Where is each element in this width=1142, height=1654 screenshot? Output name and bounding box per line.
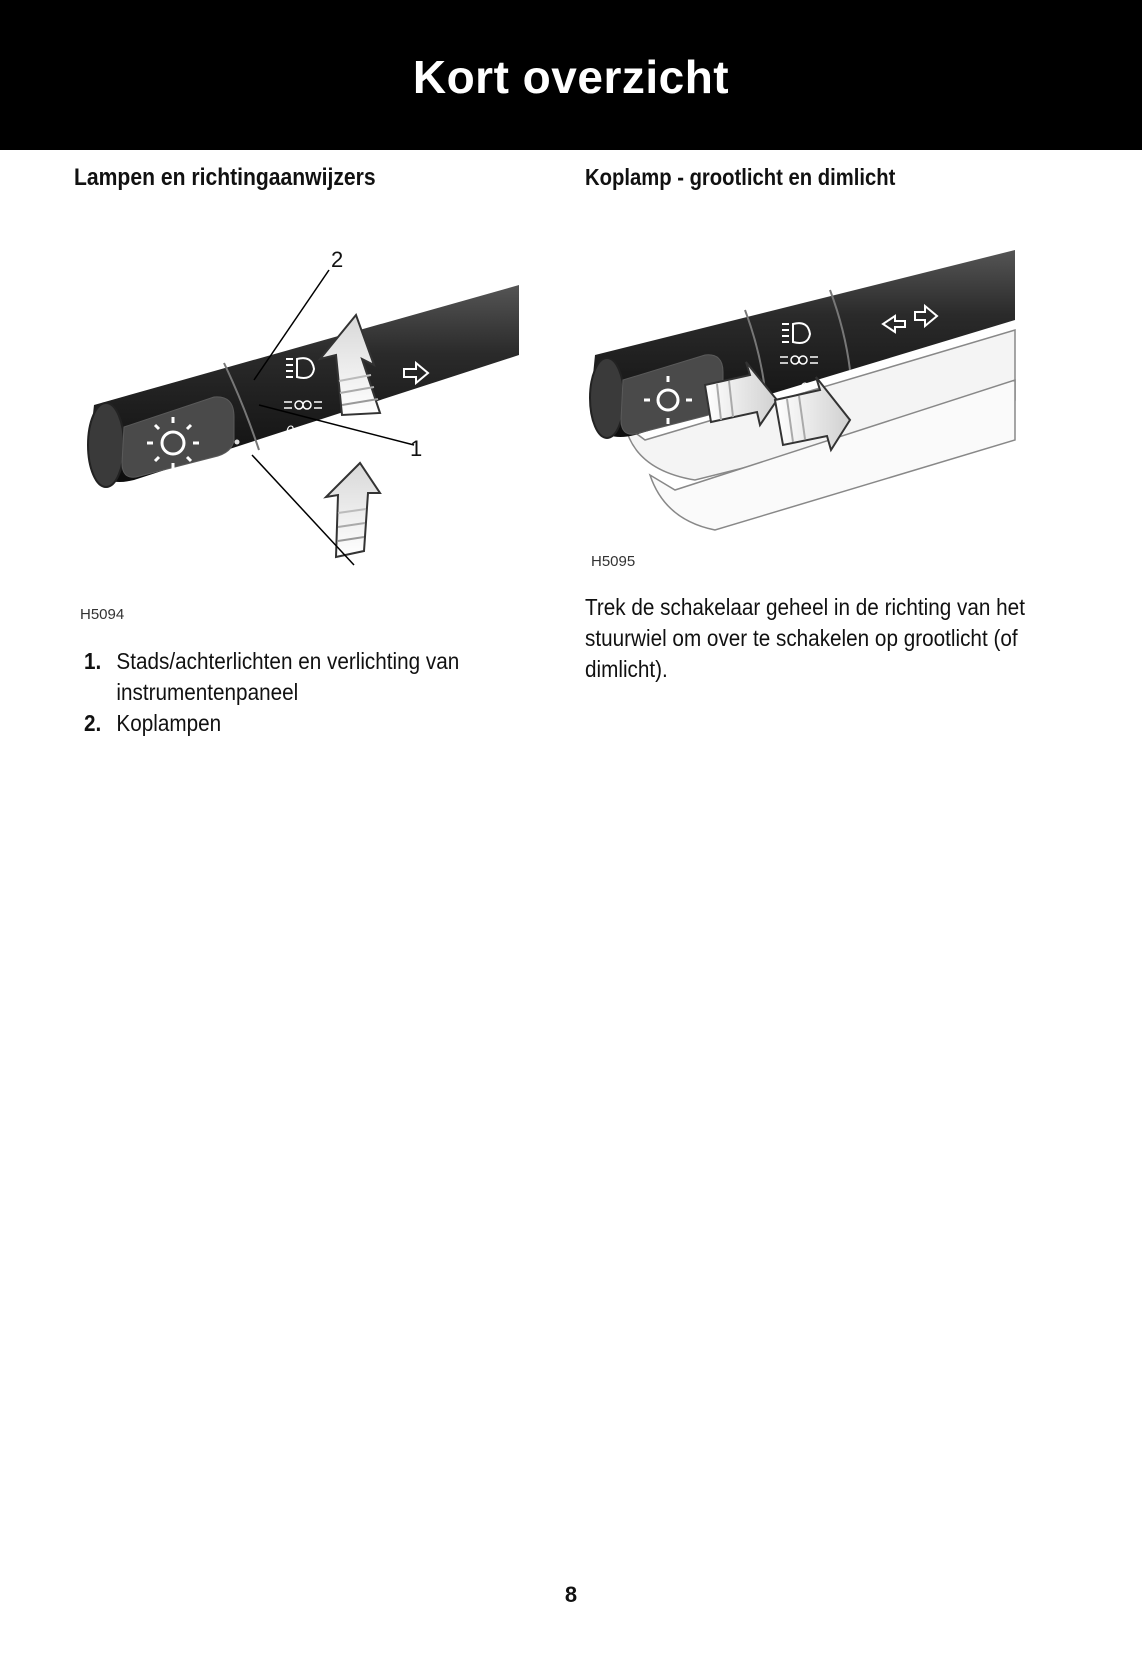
callout-label-1: 1: [410, 436, 423, 461]
section-heading-beam: Koplamp - grootlicht en dimlicht: [585, 164, 896, 190]
header-bar: [0, 0, 1142, 150]
figure-code: H5095: [591, 553, 636, 570]
page-title: Kort overzicht: [412, 51, 730, 103]
svg-text:0: 0: [800, 379, 808, 395]
page-number: 8: [564, 1582, 578, 1607]
section-heading-lamps: Lampen en richtingaanwijzers: [74, 164, 376, 191]
item-number: 2.: [84, 710, 102, 736]
item-number: 1.: [84, 648, 102, 674]
beam-switch-figure: [565, 240, 1035, 560]
list-item: [84, 646, 548, 708]
stalk-illustration: [74, 245, 534, 615]
stalk-end-cap: [590, 358, 624, 438]
item-text: Stads/achterlichten en verlichting van instrumentenpaneel: [116, 648, 460, 705]
callout-label-2: 2: [331, 247, 344, 272]
svg-text:0: 0: [286, 422, 294, 438]
light-switch-stalk-figure: [74, 245, 534, 615]
list-item: [84, 708, 548, 739]
legend-list: [84, 646, 524, 739]
instruction-text: Trek de schakelaar geheel in de richting van het stuurwiel om over te schakelen op grootlicht (of dimlicht).: [585, 594, 1025, 682]
beam-stalk-illustration: [565, 240, 1035, 560]
item-text: Koplampen: [116, 710, 222, 736]
figure-code: H5094: [80, 606, 125, 623]
stalk-end-cap: [88, 403, 124, 487]
